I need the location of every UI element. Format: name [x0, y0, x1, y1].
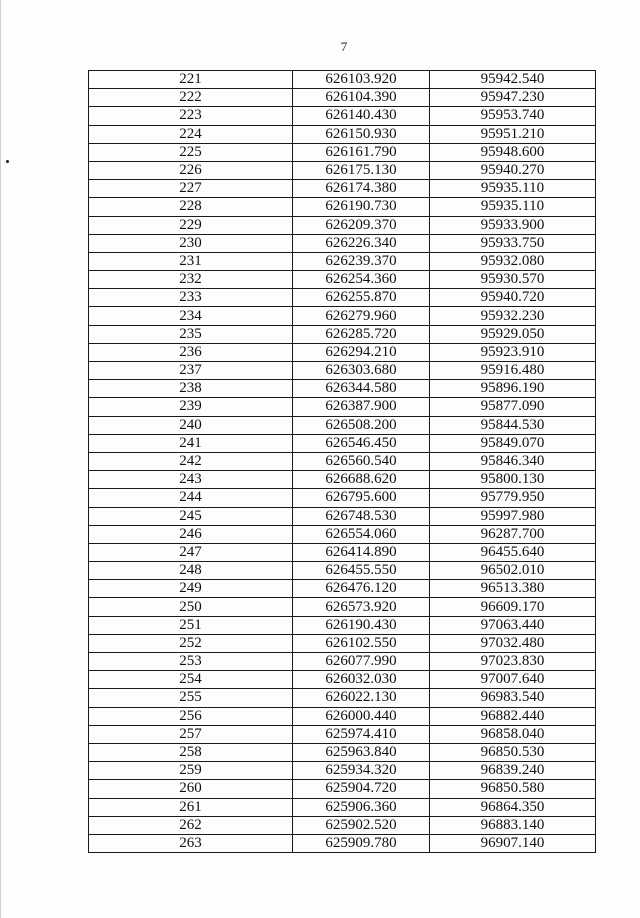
- y-coordinate-cell: 95942.540: [430, 71, 596, 89]
- y-coordinate-cell: 95997.980: [430, 507, 596, 525]
- point-number-cell: 248: [89, 562, 293, 580]
- table-row: [89, 798, 596, 816]
- table-row: [89, 689, 596, 707]
- point-number-cell: 240: [89, 416, 293, 434]
- y-coordinate-cell: 95940.270: [430, 161, 596, 179]
- table-row: [89, 543, 596, 561]
- point-number-cell: 238: [89, 380, 293, 398]
- point-number-cell: 239: [89, 398, 293, 416]
- table-row: [89, 616, 596, 634]
- table-row: [89, 834, 596, 852]
- y-coordinate-cell: 96850.580: [430, 780, 596, 798]
- x-coordinate-cell: 625974.410: [293, 725, 430, 743]
- x-coordinate-cell: 626294.210: [293, 343, 430, 361]
- point-number-cell: 221: [89, 71, 293, 89]
- y-coordinate-cell: 96858.040: [430, 725, 596, 743]
- y-coordinate-cell: 96882.440: [430, 707, 596, 725]
- point-number-cell: 236: [89, 343, 293, 361]
- y-coordinate-cell: 96287.700: [430, 525, 596, 543]
- table-row: [89, 89, 596, 107]
- point-number-cell: 260: [89, 780, 293, 798]
- table-row: [89, 71, 596, 89]
- x-coordinate-cell: 626688.620: [293, 471, 430, 489]
- y-coordinate-cell: 95846.340: [430, 452, 596, 470]
- page-number: 7: [340, 39, 348, 54]
- point-number-cell: 250: [89, 598, 293, 616]
- x-coordinate-cell: 626303.680: [293, 362, 430, 380]
- point-number-cell: 225: [89, 143, 293, 161]
- point-number-cell: 254: [89, 671, 293, 689]
- x-coordinate-cell: 626414.890: [293, 543, 430, 561]
- table-row: [89, 580, 596, 598]
- table-row: [89, 671, 596, 689]
- point-number-cell: 229: [89, 216, 293, 234]
- table-row: [89, 216, 596, 234]
- table-row: [89, 416, 596, 434]
- x-coordinate-cell: 626190.430: [293, 616, 430, 634]
- x-coordinate-cell: 625906.360: [293, 798, 430, 816]
- table-row: [89, 489, 596, 507]
- scan-artifact-dot: [6, 160, 9, 163]
- y-coordinate-cell: 96839.240: [430, 762, 596, 780]
- table-row: [89, 634, 596, 652]
- y-coordinate-cell: 96864.350: [430, 798, 596, 816]
- y-coordinate-cell: 96513.380: [430, 580, 596, 598]
- x-coordinate-cell: 626239.370: [293, 252, 430, 270]
- table-row: [89, 725, 596, 743]
- x-coordinate-cell: 626103.920: [293, 71, 430, 89]
- y-coordinate-cell: 95923.910: [430, 343, 596, 361]
- point-number-cell: 251: [89, 616, 293, 634]
- y-coordinate-cell: 96455.640: [430, 543, 596, 561]
- x-coordinate-cell: 626077.990: [293, 653, 430, 671]
- y-coordinate-cell: 95947.230: [430, 89, 596, 107]
- table-row: [89, 289, 596, 307]
- point-number-cell: 237: [89, 362, 293, 380]
- x-coordinate-cell: 626190.730: [293, 198, 430, 216]
- y-coordinate-cell: 95844.530: [430, 416, 596, 434]
- x-coordinate-cell: 626455.550: [293, 562, 430, 580]
- coordinates-table-body: [89, 71, 596, 853]
- point-number-cell: 234: [89, 307, 293, 325]
- table-row: [89, 180, 596, 198]
- x-coordinate-cell: 626344.580: [293, 380, 430, 398]
- x-coordinate-cell: 626161.790: [293, 143, 430, 161]
- x-coordinate-cell: 626022.130: [293, 689, 430, 707]
- point-number-cell: 252: [89, 634, 293, 652]
- point-number-cell: 232: [89, 271, 293, 289]
- x-coordinate-cell: 626560.540: [293, 452, 430, 470]
- table-row: [89, 307, 596, 325]
- table-row: [89, 234, 596, 252]
- point-number-cell: 228: [89, 198, 293, 216]
- table-row: [89, 252, 596, 270]
- y-coordinate-cell: 97007.640: [430, 671, 596, 689]
- x-coordinate-cell: 626285.720: [293, 325, 430, 343]
- x-coordinate-cell: 626175.130: [293, 161, 430, 179]
- table-row: [89, 161, 596, 179]
- y-coordinate-cell: 95953.740: [430, 107, 596, 125]
- table-row: [89, 434, 596, 452]
- y-coordinate-cell: 95933.750: [430, 234, 596, 252]
- table-row: [89, 380, 596, 398]
- y-coordinate-cell: 95779.950: [430, 489, 596, 507]
- x-coordinate-cell: 626104.390: [293, 89, 430, 107]
- table-row: [89, 325, 596, 343]
- x-coordinate-cell: 625934.320: [293, 762, 430, 780]
- y-coordinate-cell: 96907.140: [430, 834, 596, 852]
- x-coordinate-cell: 626279.960: [293, 307, 430, 325]
- point-number-cell: 223: [89, 107, 293, 125]
- point-number-cell: 249: [89, 580, 293, 598]
- y-coordinate-cell: 95929.050: [430, 325, 596, 343]
- point-number-cell: 247: [89, 543, 293, 561]
- point-number-cell: 255: [89, 689, 293, 707]
- y-coordinate-cell: 95935.110: [430, 198, 596, 216]
- y-coordinate-cell: 95932.080: [430, 252, 596, 270]
- x-coordinate-cell: 626255.870: [293, 289, 430, 307]
- y-coordinate-cell: 97032.480: [430, 634, 596, 652]
- table-row: [89, 743, 596, 761]
- point-number-cell: 259: [89, 762, 293, 780]
- point-number-cell: 233: [89, 289, 293, 307]
- y-coordinate-cell: 95800.130: [430, 471, 596, 489]
- x-coordinate-cell: 626554.060: [293, 525, 430, 543]
- point-number-cell: 258: [89, 743, 293, 761]
- table-row: [89, 452, 596, 470]
- x-coordinate-cell: 625963.840: [293, 743, 430, 761]
- x-coordinate-cell: 626387.900: [293, 398, 430, 416]
- table-row: [89, 598, 596, 616]
- point-number-cell: 253: [89, 653, 293, 671]
- table-row: [89, 398, 596, 416]
- y-coordinate-cell: 95951.210: [430, 125, 596, 143]
- point-number-cell: 256: [89, 707, 293, 725]
- table-row: [89, 343, 596, 361]
- table-row: [89, 562, 596, 580]
- y-coordinate-cell: 95935.110: [430, 180, 596, 198]
- y-coordinate-cell: 95930.570: [430, 271, 596, 289]
- table-row: [89, 780, 596, 798]
- x-coordinate-cell: 626546.450: [293, 434, 430, 452]
- table-row: [89, 107, 596, 125]
- x-coordinate-cell: 626209.370: [293, 216, 430, 234]
- point-number-cell: 231: [89, 252, 293, 270]
- point-number-cell: 222: [89, 89, 293, 107]
- y-coordinate-cell: 95933.900: [430, 216, 596, 234]
- point-number-cell: 230: [89, 234, 293, 252]
- x-coordinate-cell: 625904.720: [293, 780, 430, 798]
- point-number-cell: 257: [89, 725, 293, 743]
- x-coordinate-cell: 625909.780: [293, 834, 430, 852]
- table-row: [89, 362, 596, 380]
- table-row: [89, 271, 596, 289]
- table-row: [89, 816, 596, 834]
- table-row: [89, 143, 596, 161]
- point-number-cell: 226: [89, 161, 293, 179]
- point-number-cell: 262: [89, 816, 293, 834]
- point-number-cell: 235: [89, 325, 293, 343]
- table-row: [89, 707, 596, 725]
- x-coordinate-cell: 626000.440: [293, 707, 430, 725]
- x-coordinate-cell: 626140.430: [293, 107, 430, 125]
- x-coordinate-cell: 626573.920: [293, 598, 430, 616]
- x-coordinate-cell: 626226.340: [293, 234, 430, 252]
- y-coordinate-cell: 95896.190: [430, 380, 596, 398]
- point-number-cell: 227: [89, 180, 293, 198]
- y-coordinate-cell: 96609.170: [430, 598, 596, 616]
- y-coordinate-cell: 95932.230: [430, 307, 596, 325]
- point-number-cell: 245: [89, 507, 293, 525]
- y-coordinate-cell: 95940.720: [430, 289, 596, 307]
- x-coordinate-cell: 626150.930: [293, 125, 430, 143]
- y-coordinate-cell: 95916.480: [430, 362, 596, 380]
- x-coordinate-cell: 626254.360: [293, 271, 430, 289]
- y-coordinate-cell: 96502.010: [430, 562, 596, 580]
- table-row: [89, 471, 596, 489]
- y-coordinate-cell: 97063.440: [430, 616, 596, 634]
- y-coordinate-cell: 95849.070: [430, 434, 596, 452]
- point-number-cell: 224: [89, 125, 293, 143]
- point-number-cell: 241: [89, 434, 293, 452]
- x-coordinate-cell: 626174.380: [293, 180, 430, 198]
- point-number-cell: 263: [89, 834, 293, 852]
- x-coordinate-cell: 626476.120: [293, 580, 430, 598]
- coordinates-table: [88, 70, 596, 853]
- y-coordinate-cell: 95948.600: [430, 143, 596, 161]
- x-coordinate-cell: 626748.530: [293, 507, 430, 525]
- table-row: [89, 653, 596, 671]
- point-number-cell: 243: [89, 471, 293, 489]
- y-coordinate-cell: 97023.830: [430, 653, 596, 671]
- x-coordinate-cell: 626508.200: [293, 416, 430, 434]
- point-number-cell: 261: [89, 798, 293, 816]
- table-row: [89, 762, 596, 780]
- x-coordinate-cell: 626102.550: [293, 634, 430, 652]
- y-coordinate-cell: 96850.530: [430, 743, 596, 761]
- table-row: [89, 525, 596, 543]
- table-row: [89, 125, 596, 143]
- point-number-cell: 242: [89, 452, 293, 470]
- point-number-cell: 246: [89, 525, 293, 543]
- y-coordinate-cell: 96983.540: [430, 689, 596, 707]
- x-coordinate-cell: 625902.520: [293, 816, 430, 834]
- table-row: [89, 507, 596, 525]
- y-coordinate-cell: 95877.090: [430, 398, 596, 416]
- y-coordinate-cell: 96883.140: [430, 816, 596, 834]
- x-coordinate-cell: 626032.030: [293, 671, 430, 689]
- table-row: [89, 198, 596, 216]
- point-number-cell: 244: [89, 489, 293, 507]
- x-coordinate-cell: 626795.600: [293, 489, 430, 507]
